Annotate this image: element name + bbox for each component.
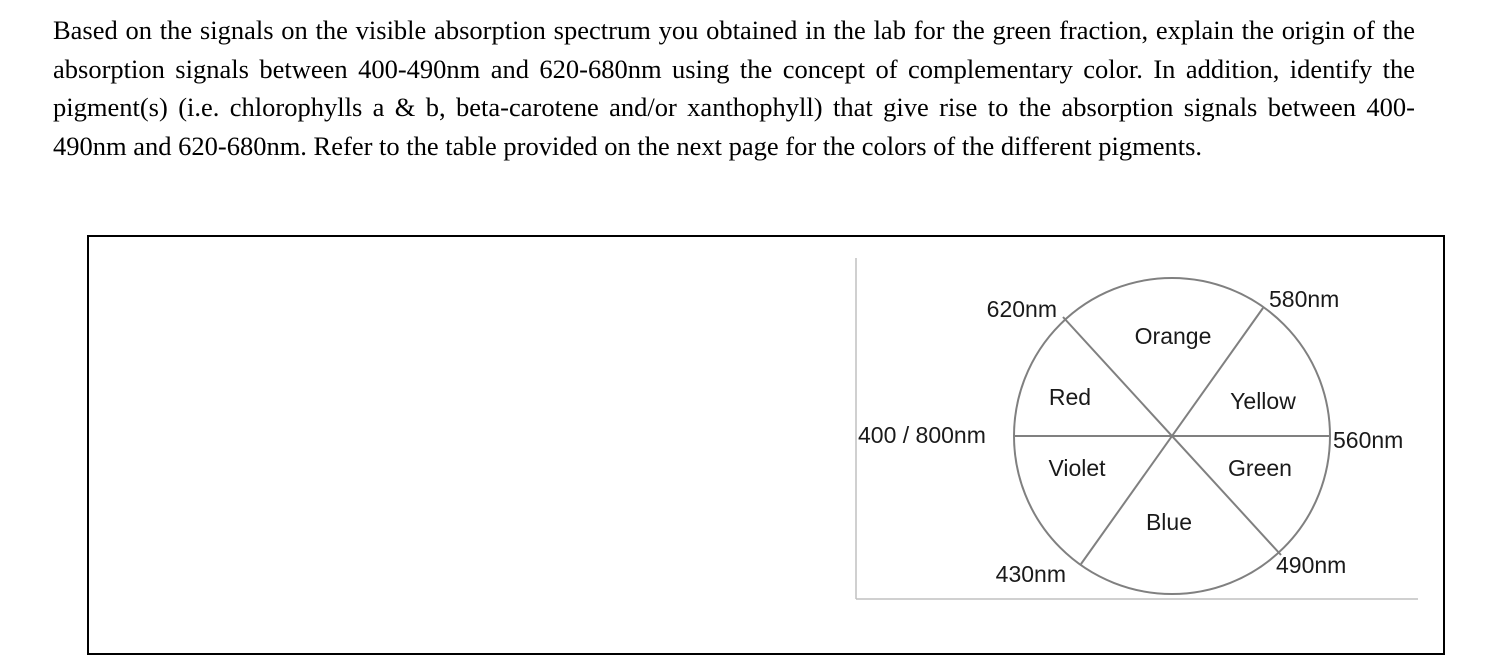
segment-label-red: Red bbox=[1048, 384, 1092, 410]
segment-label-orange: Orange bbox=[1134, 323, 1212, 349]
wavelength-label-580: 580nm bbox=[1269, 286, 1340, 312]
color-wheel-svg bbox=[855, 258, 1420, 603]
wavelength-label-620: 620nm bbox=[986, 296, 1057, 322]
segment-label-blue: Blue bbox=[1145, 509, 1193, 535]
question-text: Based on the signals on the visible absorption spectrum you obtained in the lab for the green fraction, explain the origin of the absorption signals between 400-490nm and 620-680nm using the concept of complementary color. In addition, identify the pigment(s) (i.e. chlorophylls a & b, beta-carotene and/or xanthophyll) that give rise to the absorption signals between 400-490nm and 620-680nm. Refer to the table provided on the next page for the colors of the different pigments. bbox=[53, 15, 1415, 161]
segment-label-yellow: Yellow bbox=[1230, 388, 1296, 414]
segment-label-green: Green bbox=[1228, 455, 1292, 481]
wavelength-label-560: 560nm bbox=[1333, 427, 1404, 453]
wavelength-label-400-800: 400 / 800nm bbox=[858, 422, 986, 448]
wavelength-label-490: 490nm bbox=[1276, 552, 1347, 578]
color-wheel-figure bbox=[855, 258, 1420, 603]
wavelength-label-430: 430nm bbox=[995, 561, 1066, 587]
segment-label-violet: Violet bbox=[1048, 455, 1106, 481]
